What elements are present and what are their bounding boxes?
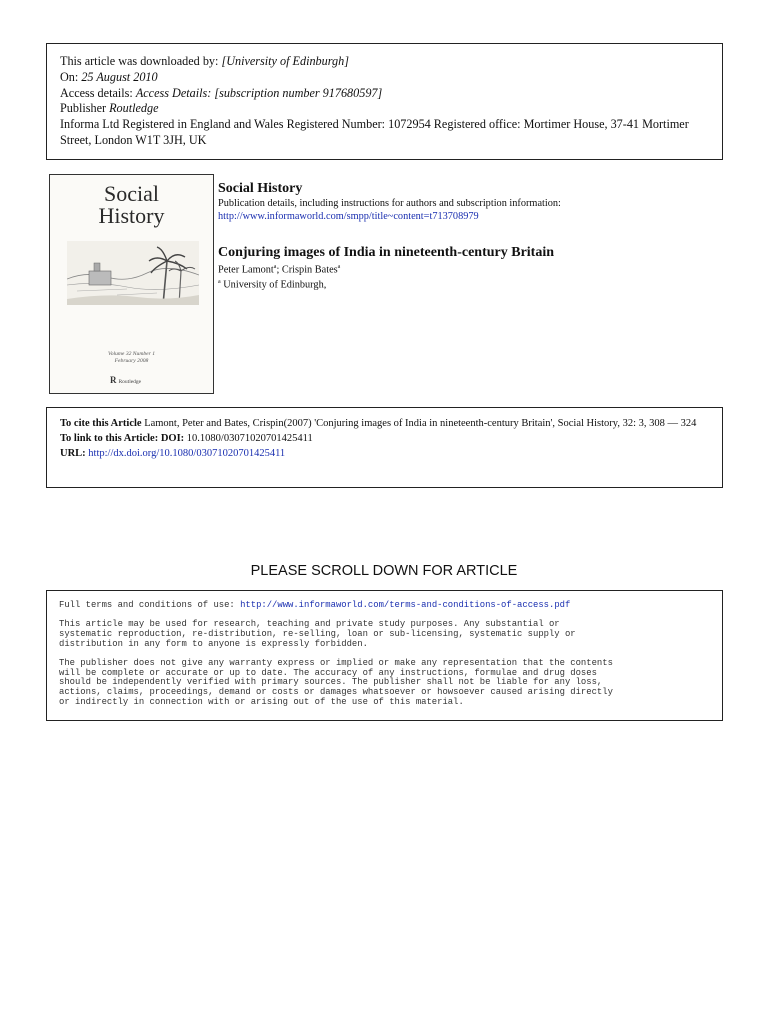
citation-box — [46, 407, 723, 488]
author-1-affiliation-mark: a — [273, 264, 277, 270]
registration-text: Informa Ltd Registered in England and Wales Registered Number: 1072954 Registered office: Mortimer House, 37-41 Mortimer Street, London W1T 3JH, UK — [60, 117, 689, 147]
terms-paragraph-2: The publisher does not give any warranty express or implied or make any representation that the contents will be complete or accurate or up to date. The accuracy of any instructions, formulae and drug doses should be independently verified with primary sources. The publisher shall not be liable for any loss, actions, claims, proceedings, demand or costs or damages whatsoever or howsoever caused arising directly or indirectly in connection with or arising out of the use of this material. — [59, 657, 613, 708]
download-date-label: On: — [60, 69, 79, 84]
doi-line — [60, 432, 710, 445]
doi-url-link[interactable]: http://dx.doi.org/10.1080/03071020701425411 — [85, 448, 286, 460]
cover-publisher: Routledge — [118, 379, 142, 385]
full-terms-label: Full terms and conditions of use: — [59, 600, 241, 610]
publisher-value: Routledge — [109, 101, 159, 116]
author-1: Peter Lamont — [218, 264, 274, 276]
url-label: URL: — [60, 448, 86, 460]
downloaded-by-line — [60, 54, 710, 70]
affiliation: University of Edinburgh, — [220, 279, 327, 291]
author-2: Crispin Bates — [281, 264, 338, 276]
doi-label: To link to this Article: DOI: — [60, 433, 185, 445]
access-details-label: Access details: — [60, 85, 133, 100]
access-details-line — [60, 86, 710, 102]
publication-details: Publication details, including instructions for authors and subscription information: — [218, 198, 561, 209]
cover-title — [50, 183, 213, 227]
author-separator: ; — [276, 264, 282, 276]
scroll-notice: PLEASE SCROLL DOWN FOR ARTICLE — [250, 563, 518, 579]
terms-box — [46, 590, 723, 721]
publisher-line — [60, 101, 710, 117]
author-2-affiliation-mark: a — [337, 264, 341, 270]
cover-engraving-illustration — [67, 241, 199, 305]
authors-line — [218, 261, 718, 276]
url-line — [60, 447, 710, 460]
access-details-value: Access Details: [subscription number 917680597] — [135, 85, 383, 100]
terms-paragraph-1: This article may be used for research, teaching and private study purposes. Any substantial or systematic reproduction, re-distribution, re-selling, loan or sub-licensing, systematic supply or distribution in any form to anyone is expressly forbidden. — [59, 618, 576, 649]
publisher-label: Publisher — [60, 101, 107, 116]
affiliation-line — [218, 276, 718, 291]
cover-volume-info — [50, 351, 213, 365]
journal-info — [218, 181, 718, 292]
cover-date: February 2008 — [114, 358, 149, 364]
affiliation-mark: a — [218, 279, 221, 286]
download-info-box — [46, 43, 723, 160]
cite-label: To cite this Article — [60, 418, 142, 429]
journal-url-link[interactable]: http://www.informaworld.com/smpp/title~content=t713708979 — [218, 211, 479, 222]
download-date-value: 25 August 2010 — [81, 69, 158, 84]
cover-title-line2: History — [98, 203, 165, 228]
cover-volume: Volume 32 Number 1 — [107, 351, 156, 357]
full-terms-line — [59, 601, 710, 611]
article-title: Conjuring images of India in nineteenth-century Britain — [218, 245, 555, 260]
routledge-logo — [110, 375, 141, 385]
journal-title: Social History — [218, 181, 303, 196]
cite-text: Lamont, Peter and Bates, Crispin(2007) 'Conjuring images of India in nineteenth-century Britain', Social History, 32: 3, 308 — 324 — [141, 418, 697, 429]
terms-url-link[interactable]: http://www.informaworld.com/terms-and-conditions-of-access.pdf — [240, 600, 571, 610]
journal-cover-image — [49, 174, 214, 394]
downloaded-by-value: [University of Edinburgh] — [221, 54, 349, 68]
downloaded-by-label: This article was downloaded by: — [60, 54, 219, 68]
doi-value: 10.1080/03071020701425411 — [184, 433, 313, 445]
routledge-r-icon: R — [110, 375, 117, 385]
cite-line — [60, 417, 710, 430]
download-date-line — [60, 70, 710, 86]
cover-title-line1: Social — [104, 181, 159, 206]
